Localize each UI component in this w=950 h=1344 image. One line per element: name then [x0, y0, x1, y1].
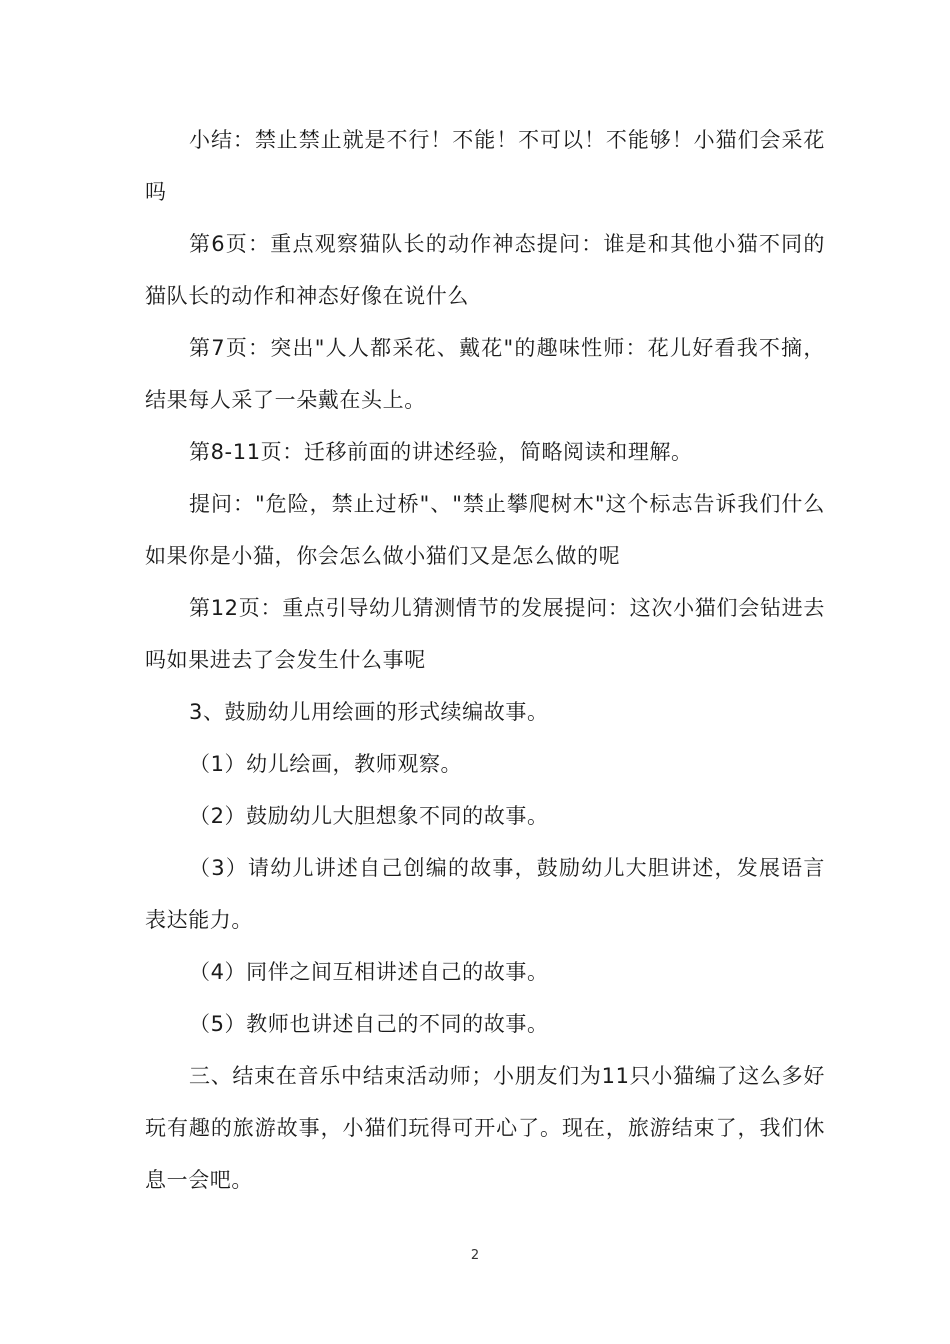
paragraph-page-12: 第12页：重点引导幼儿猜测情节的发展提问：这次小猫们会钻进去吗如果进去了会发生什么事呢 [145, 596, 825, 672]
document-body [145, 114, 825, 1206]
paragraph-item-3: （3）请幼儿讲述自己创编的故事，鼓励幼儿大胆讲述，发展语言表达能力。 [145, 856, 825, 932]
paragraph-conclusion: 三、结束在音乐中结束活动师；小朋友们为11只小猫编了这么多好玩有趣的旅游故事，小猫们玩得可开心了。现在，旅游结束了，我们休息一会吧。 [145, 1064, 825, 1192]
paragraph-step-3: 3、鼓励幼儿用绘画的形式续编故事。 [189, 700, 549, 724]
paragraph-item-1: （1）幼儿绘画，教师观察。 [189, 752, 463, 776]
page-number: 2 [470, 1248, 480, 1263]
paragraph-page-8-11: 第8-11页：迁移前面的讲述经验，简略阅读和理解。 [189, 440, 693, 464]
paragraph-question: 提问："危险，禁止过桥"、"禁止攀爬树木"这个标志告诉我们什么如果你是小猫，你会怎么做小猫们又是怎么做的呢 [145, 492, 825, 568]
paragraph-page-7: 第7页：突出"人人都采花、戴花"的趣味性师：花儿好看我不摘，结果每人采了一朵戴在头上。 [145, 336, 825, 412]
paragraph-summary: 小结：禁止禁止就是不行！不能！不可以！不能够！小猫们会采花吗 [145, 128, 825, 204]
paragraph-page-6: 第6页：重点观察猫队长的动作神态提问：谁是和其他小猫不同的猫队长的动作和神态好像在说什么 [145, 232, 825, 308]
paragraph-item-5: （5）教师也讲述自己的不同的故事。 [189, 1012, 549, 1036]
paragraph-item-2: （2）鼓励幼儿大胆想象不同的故事。 [189, 804, 549, 828]
paragraph-item-4: （4）同伴之间互相讲述自己的故事。 [189, 960, 549, 984]
